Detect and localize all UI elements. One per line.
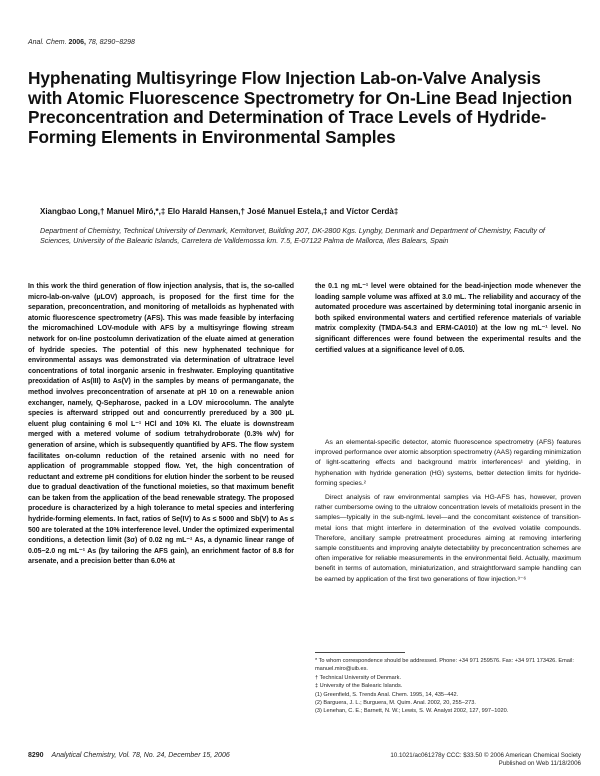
abstract-column-right: the 0.1 ng mL⁻¹ level were obtained for the bead-injection mode whenever the loading sample volume was affixed at 3.0 mL. The reliability and accuracy of the automated procedure was ascertained by determining total inorganic arsenic in both spiked environmental waters and certified reference materials of variable matrix complexity (TMDA-54.3 and ERM-CA010) at the low ng mL⁻¹ level. No significant differences were found between the experimental results and the certified values at a significance level of 0.05. bbox=[315, 283, 581, 354]
journal-pages: 8290−8298 bbox=[99, 39, 135, 46]
reference-item: (3) Lenehan, C. E.; Barnett, N. W.; Lewis, S. W. Analyst 2002, 127, 997−1020. bbox=[315, 708, 509, 715]
author-list: Xiangbao Long,† Manuel Miró,*,‡ Elo Harald Hansen,† José Manuel Estela,‡ and Víctor Cerdà‡ bbox=[40, 207, 399, 216]
article-title: Hyphenating Multisyringe Flow Injection Lab-on-Valve Analysis with Atomic Fluorescence Spectrometry for On-Line Bead Injection Preconcentration and Determination of Trace Levels of Hydride-Forming Elements in Environmental Samples bbox=[28, 68, 573, 147]
reference-item: (1) Greenfield, S. Trends Anal. Chem. 1995, 14, 435−442. bbox=[315, 691, 459, 698]
doi-line: 10.1021/ac061278y CCC: $33.50 © 2006 American Chemical Society bbox=[390, 752, 581, 759]
footnotes bbox=[315, 657, 581, 716]
published-date: Published on Web 11/18/2006 bbox=[498, 760, 581, 767]
journal-citation bbox=[28, 39, 135, 46]
journal-year: 2006, bbox=[68, 39, 87, 46]
page-footer bbox=[28, 752, 230, 759]
publication-info bbox=[315, 752, 581, 768]
reference-item: (2) Barguera, J. L.; Burguera, M. Quim. Anal. 2002, 20, 255−273. bbox=[315, 700, 476, 707]
journal-issue: Analytical Chemistry, Vol. 78, No. 24, December 15, 2006 bbox=[51, 752, 230, 759]
body-paragraph: Direct analysis of raw environmental samples via HG-AFS has, however, proven rather cumbersome owing to the ultralow concentration levels of metalloids present in the samples—typically in the sub-ng/mL level—and the concomitant existence of transition-metal ions that might interfere in determination of the evolved volatile compounds. Therefore, ancillary sample pretreatment procedures aiming at removing interfering sample constituents and improving analyte detectability by preconcentration schemes are often imperative for reliable measurements in the environmental field. Actually, maximum benefit in terms of automation, miniaturization, and straightforward sample handling can be earned by application of the first two generations of flow injection.³⁻⁶ bbox=[315, 494, 581, 583]
abstract-column-left: In this work the third generation of flow injection analysis, that is, the so-called micro-lab-on-valve (μLOV) approach, is proposed for the first time for the separation, preconcentration, and monitoring of metalloids as hyphenated with atomic fluorescence spectrometry (AFS). This was made feasible by interfacing the micromachined LOV-module with AFS by a multisyringe flowing stream network for on-line postcolumn derivatization of the eluate aimed at generation of hydride species. The potential of this new hyphenated technique for environmental assays was demonstrated via determination of ultratrace level concentrations of total inorganic arsenic in freshwater. Employing quantitative preoxidation of As(III) to As(V) in the samples by means of permanganate, the method involves preconcentration of arsenate at pH 10 on a renewable anion exchanger, namely, Q-Sepharose, packed in a LOV microcolumn. The analyte species is afterward stripped out and concurrently prereduced by a 300 μL eluent plug containing 6 mol L⁻¹ HCl and 10% KI. The eluate is downstream merged with a metered volume of sodium tetrahydroborate (0.3% w/v) for generation of arsine, which is subsequently quantified by AFS. The flow system facilitates on-column reduction of the retained arsenic with no need for application of programmable stopped flow. Yet, the high concentration of reductant and extreme pH conditions for elution hinder the sorbent to be reused due to gradual deactivation of the functional moieties, so that maximum benefit can be taken from the application of the bead renewable strategy. The proposed procedure is characterized by a high tolerance to metal species and interfering hydride-forming elements. In fact, ratios of Se(IV) to As ≤ 5000 and Sb(V) to As ≤ 500 are tolerated at the 10% interference level. Under the optimized experimental conditions, a detection limit (3σ) of 0.02 ng mL⁻¹ As, a dynamic linear range of 0.05−2.0 ng mL⁻¹ As (by tailoring the AFS gain), an enrichment factor of 8.8 for arsenate, and a precision better than 6.0% at bbox=[28, 283, 294, 566]
affiliations: Department of Chemistry, Technical University of Denmark, Kemitorvet, Building 207, DK-2800 Kgs. Lyngby, Denmark and Department of Chemistry, Faculty of Sciences, University of the Balearic Islands, Carretera de Valldemossa km. 7.5, E-07122 Palma de Mallorca, Illes Balears, Spain bbox=[40, 226, 545, 246]
footnote-affil-1: † Technical University of Denmark. bbox=[315, 674, 402, 681]
body-paragraph: As an elemental-specific detector, atomic fluorescence spectrometry (AFS) features improved performance over atomic absorption spectrometry (AAS) regarding minimization of light-scattering effects and background matrix interferences¹ and yielding, in hyphenation with hydride generation (HG) systems, better detection limits for hydride-forming species.² bbox=[315, 439, 581, 487]
journal-name: Anal. Chem. bbox=[28, 39, 67, 46]
footnote-divider bbox=[315, 652, 405, 653]
footnote-affil-2: ‡ University of the Balearic Islands. bbox=[315, 683, 403, 690]
body-text bbox=[315, 438, 581, 589]
page-number: 8290 bbox=[28, 752, 44, 759]
footnote-correspondence: * To whom correspondence should be addressed. Phone: +34 971 259576. Fax: +34 971 173426. Email: manuel.miro@uib.es. bbox=[315, 658, 574, 673]
journal-volume: 78, bbox=[87, 39, 98, 46]
